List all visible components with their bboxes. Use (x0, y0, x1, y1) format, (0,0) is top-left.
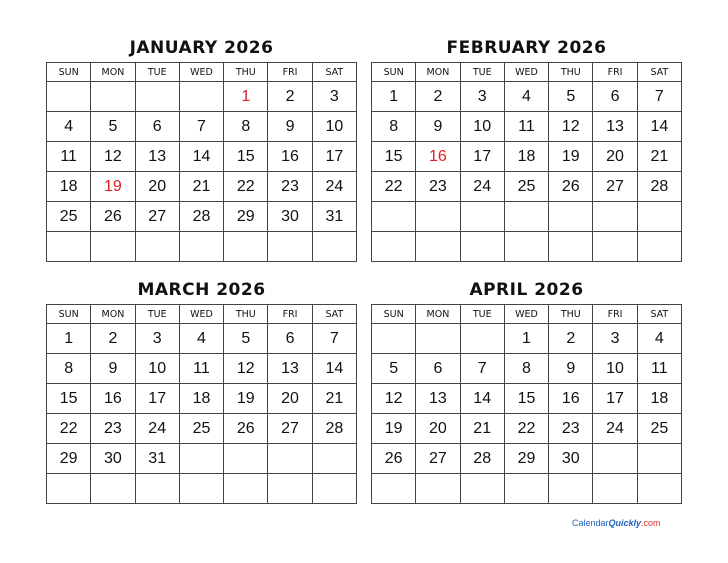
day-cell: 12 (549, 112, 593, 142)
day-cell: 16 (549, 384, 593, 414)
day-cell: 12 (224, 354, 268, 384)
week-row (372, 354, 682, 384)
day-cell: 13 (593, 112, 637, 142)
day-cell (312, 232, 356, 262)
day-cell: 19 (91, 172, 135, 202)
day-cell: 2 (268, 82, 312, 112)
day-cell (504, 232, 548, 262)
month-april (371, 279, 682, 504)
day-cell: 5 (224, 324, 268, 354)
week-row (47, 82, 357, 112)
weekday-label: SUN (47, 305, 91, 324)
day-cell: 21 (637, 142, 681, 172)
weekday-label: THU (549, 305, 593, 324)
day-cell: 3 (312, 82, 356, 112)
day-cell (135, 232, 179, 262)
day-cell: 5 (372, 354, 416, 384)
day-cell: 1 (372, 82, 416, 112)
day-cell: 15 (47, 384, 91, 414)
day-cell: 24 (593, 414, 637, 444)
weekday-label: FRI (593, 63, 637, 82)
day-cell (135, 82, 179, 112)
day-cell: 29 (224, 202, 268, 232)
day-cell: 26 (372, 444, 416, 474)
day-cell: 14 (179, 142, 223, 172)
day-cell: 5 (91, 112, 135, 142)
week-row (372, 232, 682, 262)
day-cell: 28 (179, 202, 223, 232)
month-march (46, 279, 357, 504)
day-cell: 11 (504, 112, 548, 142)
day-cell (47, 474, 91, 504)
day-cell (460, 232, 504, 262)
day-cell: 16 (268, 142, 312, 172)
day-cell (416, 232, 460, 262)
day-cell: 23 (91, 414, 135, 444)
day-cell: 3 (593, 324, 637, 354)
day-cell: 18 (504, 142, 548, 172)
weekday-label: TUE (460, 305, 504, 324)
weekday-label: TUE (135, 63, 179, 82)
day-cell (224, 444, 268, 474)
day-cell: 3 (460, 82, 504, 112)
day-cell: 30 (268, 202, 312, 232)
day-cell: 24 (460, 172, 504, 202)
month-title: FEBRUARY 2026 (446, 38, 607, 58)
weekday-header-row (372, 63, 682, 82)
day-cell (312, 474, 356, 504)
day-cell: 24 (135, 414, 179, 444)
day-cell (416, 202, 460, 232)
day-cell: 27 (593, 172, 637, 202)
day-cell: 18 (179, 384, 223, 414)
day-cell: 2 (416, 82, 460, 112)
brand-part: Quickly (608, 518, 642, 528)
day-cell: 6 (593, 82, 637, 112)
day-cell (593, 232, 637, 262)
week-row (47, 202, 357, 232)
day-cell: 9 (268, 112, 312, 142)
day-cell (268, 474, 312, 504)
week-row (47, 142, 357, 172)
weekday-label: THU (549, 63, 593, 82)
weekday-header-row (47, 305, 357, 324)
day-cell (504, 474, 548, 504)
day-cell: 10 (460, 112, 504, 142)
day-cell (416, 324, 460, 354)
day-cell: 1 (47, 324, 91, 354)
day-cell: 10 (135, 354, 179, 384)
day-cell: 4 (47, 112, 91, 142)
week-row (47, 324, 357, 354)
day-cell (549, 232, 593, 262)
day-cell: 11 (47, 142, 91, 172)
day-cell: 27 (416, 444, 460, 474)
day-cell: 24 (312, 172, 356, 202)
day-cell: 18 (47, 172, 91, 202)
day-cell: 30 (91, 444, 135, 474)
day-cell: 14 (460, 384, 504, 414)
day-cell: 25 (637, 414, 681, 444)
day-cell: 4 (637, 324, 681, 354)
day-cell: 2 (549, 324, 593, 354)
day-cell (179, 82, 223, 112)
day-cell: 10 (593, 354, 637, 384)
weekday-label: SAT (637, 305, 681, 324)
day-cell (416, 474, 460, 504)
day-cell: 12 (91, 142, 135, 172)
day-cell: 12 (372, 384, 416, 414)
day-cell (637, 444, 681, 474)
week-row (372, 324, 682, 354)
day-cell: 17 (593, 384, 637, 414)
day-cell: 26 (549, 172, 593, 202)
month-title: APRIL 2026 (469, 280, 584, 300)
day-cell: 8 (372, 112, 416, 142)
day-cell: 13 (268, 354, 312, 384)
day-cell (593, 202, 637, 232)
day-cell: 30 (549, 444, 593, 474)
day-cell (91, 474, 135, 504)
month-january (46, 37, 357, 262)
day-cell: 22 (224, 172, 268, 202)
weekday-label: SUN (372, 63, 416, 82)
day-cell (593, 474, 637, 504)
day-cell: 11 (179, 354, 223, 384)
calendar-grid (46, 304, 357, 504)
day-cell (135, 474, 179, 504)
day-cell: 21 (179, 172, 223, 202)
week-row (372, 82, 682, 112)
day-cell: 1 (504, 324, 548, 354)
day-cell: 9 (91, 354, 135, 384)
brand-part: Calendar (572, 518, 609, 528)
day-cell: 15 (504, 384, 548, 414)
day-cell: 8 (47, 354, 91, 384)
day-cell (91, 82, 135, 112)
day-cell: 31 (135, 444, 179, 474)
day-cell: 20 (593, 142, 637, 172)
day-cell (549, 202, 593, 232)
month-february (371, 37, 682, 262)
day-cell: 6 (135, 112, 179, 142)
weekday-label: THU (224, 305, 268, 324)
day-cell (637, 202, 681, 232)
day-cell (268, 444, 312, 474)
weekday-label: WED (504, 63, 548, 82)
day-cell: 28 (637, 172, 681, 202)
week-row (47, 384, 357, 414)
day-cell: 19 (372, 414, 416, 444)
day-cell: 18 (637, 384, 681, 414)
day-cell: 19 (549, 142, 593, 172)
weekday-label: THU (224, 63, 268, 82)
day-cell (372, 474, 416, 504)
calendar-grid (371, 62, 682, 262)
day-cell (593, 444, 637, 474)
day-cell: 20 (135, 172, 179, 202)
day-cell: 13 (135, 142, 179, 172)
day-cell (549, 474, 593, 504)
brand-link[interactable] (572, 518, 661, 528)
week-row (372, 414, 682, 444)
day-cell: 17 (135, 384, 179, 414)
day-cell: 25 (504, 172, 548, 202)
week-row (47, 444, 357, 474)
day-cell: 8 (224, 112, 268, 142)
week-row (372, 112, 682, 142)
day-cell: 4 (504, 82, 548, 112)
day-cell: 29 (504, 444, 548, 474)
day-cell: 20 (268, 384, 312, 414)
day-cell: 9 (416, 112, 460, 142)
day-cell: 20 (416, 414, 460, 444)
weekday-header-row (372, 305, 682, 324)
day-cell: 17 (460, 142, 504, 172)
day-cell: 11 (637, 354, 681, 384)
day-cell: 13 (416, 384, 460, 414)
day-cell: 22 (47, 414, 91, 444)
week-row (47, 172, 357, 202)
weekday-label: SAT (637, 63, 681, 82)
day-cell: 7 (179, 112, 223, 142)
brand-part: .com (641, 518, 661, 528)
weekday-label: WED (179, 63, 223, 82)
day-cell: 2 (91, 324, 135, 354)
month-title: JANUARY 2026 (129, 38, 274, 58)
day-cell: 3 (135, 324, 179, 354)
weekday-label: SUN (47, 63, 91, 82)
day-cell: 16 (91, 384, 135, 414)
weekday-label: WED (179, 305, 223, 324)
day-cell: 26 (224, 414, 268, 444)
day-cell (224, 474, 268, 504)
day-cell: 15 (372, 142, 416, 172)
calendar-grid (371, 304, 682, 504)
day-cell: 23 (416, 172, 460, 202)
day-cell: 23 (549, 414, 593, 444)
weekday-label: MON (91, 305, 135, 324)
day-cell: 10 (312, 112, 356, 142)
weekday-label: SUN (372, 305, 416, 324)
week-row (47, 414, 357, 444)
weekday-label: SAT (312, 305, 356, 324)
day-cell: 28 (460, 444, 504, 474)
day-cell: 22 (504, 414, 548, 444)
day-cell (224, 232, 268, 262)
day-cell (637, 232, 681, 262)
week-row (47, 232, 357, 262)
day-cell: 29 (47, 444, 91, 474)
day-cell: 26 (91, 202, 135, 232)
day-cell (91, 232, 135, 262)
day-cell (47, 232, 91, 262)
day-cell (372, 202, 416, 232)
weekday-label: TUE (135, 305, 179, 324)
weekday-label: MON (91, 63, 135, 82)
week-row (47, 354, 357, 384)
day-cell: 31 (312, 202, 356, 232)
day-cell: 21 (460, 414, 504, 444)
day-cell (268, 232, 312, 262)
weekday-label: MON (416, 63, 460, 82)
week-row (372, 202, 682, 232)
weekday-label: FRI (268, 63, 312, 82)
day-cell (504, 202, 548, 232)
week-row (47, 474, 357, 504)
day-cell (312, 444, 356, 474)
day-cell: 9 (549, 354, 593, 384)
day-cell: 6 (416, 354, 460, 384)
weekday-label: SAT (312, 63, 356, 82)
week-row (372, 142, 682, 172)
day-cell: 28 (312, 414, 356, 444)
weekday-header-row (47, 63, 357, 82)
month-title: MARCH 2026 (137, 280, 266, 300)
week-row (372, 474, 682, 504)
day-cell: 14 (312, 354, 356, 384)
calendar-grid (46, 62, 357, 262)
weekday-label: FRI (268, 305, 312, 324)
day-cell: 16 (416, 142, 460, 172)
day-cell: 17 (312, 142, 356, 172)
day-cell: 25 (179, 414, 223, 444)
weekday-label: WED (504, 305, 548, 324)
day-cell (460, 324, 504, 354)
day-cell: 15 (224, 142, 268, 172)
day-cell: 27 (268, 414, 312, 444)
day-cell: 6 (268, 324, 312, 354)
day-cell: 21 (312, 384, 356, 414)
weekday-label: MON (416, 305, 460, 324)
day-cell: 5 (549, 82, 593, 112)
day-cell: 27 (135, 202, 179, 232)
day-cell (372, 324, 416, 354)
day-cell (637, 474, 681, 504)
day-cell: 1 (224, 82, 268, 112)
day-cell: 19 (224, 384, 268, 414)
week-row (47, 112, 357, 142)
day-cell: 7 (460, 354, 504, 384)
day-cell (460, 202, 504, 232)
day-cell: 14 (637, 112, 681, 142)
day-cell: 25 (47, 202, 91, 232)
day-cell (179, 232, 223, 262)
day-cell: 4 (179, 324, 223, 354)
day-cell (47, 82, 91, 112)
week-row (372, 444, 682, 474)
weekday-label: FRI (593, 305, 637, 324)
day-cell: 22 (372, 172, 416, 202)
day-cell: 8 (504, 354, 548, 384)
day-cell (372, 232, 416, 262)
weekday-label: TUE (460, 63, 504, 82)
day-cell: 7 (637, 82, 681, 112)
week-row (372, 384, 682, 414)
day-cell: 23 (268, 172, 312, 202)
day-cell (179, 474, 223, 504)
day-cell (460, 474, 504, 504)
day-cell (179, 444, 223, 474)
day-cell: 7 (312, 324, 356, 354)
week-row (372, 172, 682, 202)
